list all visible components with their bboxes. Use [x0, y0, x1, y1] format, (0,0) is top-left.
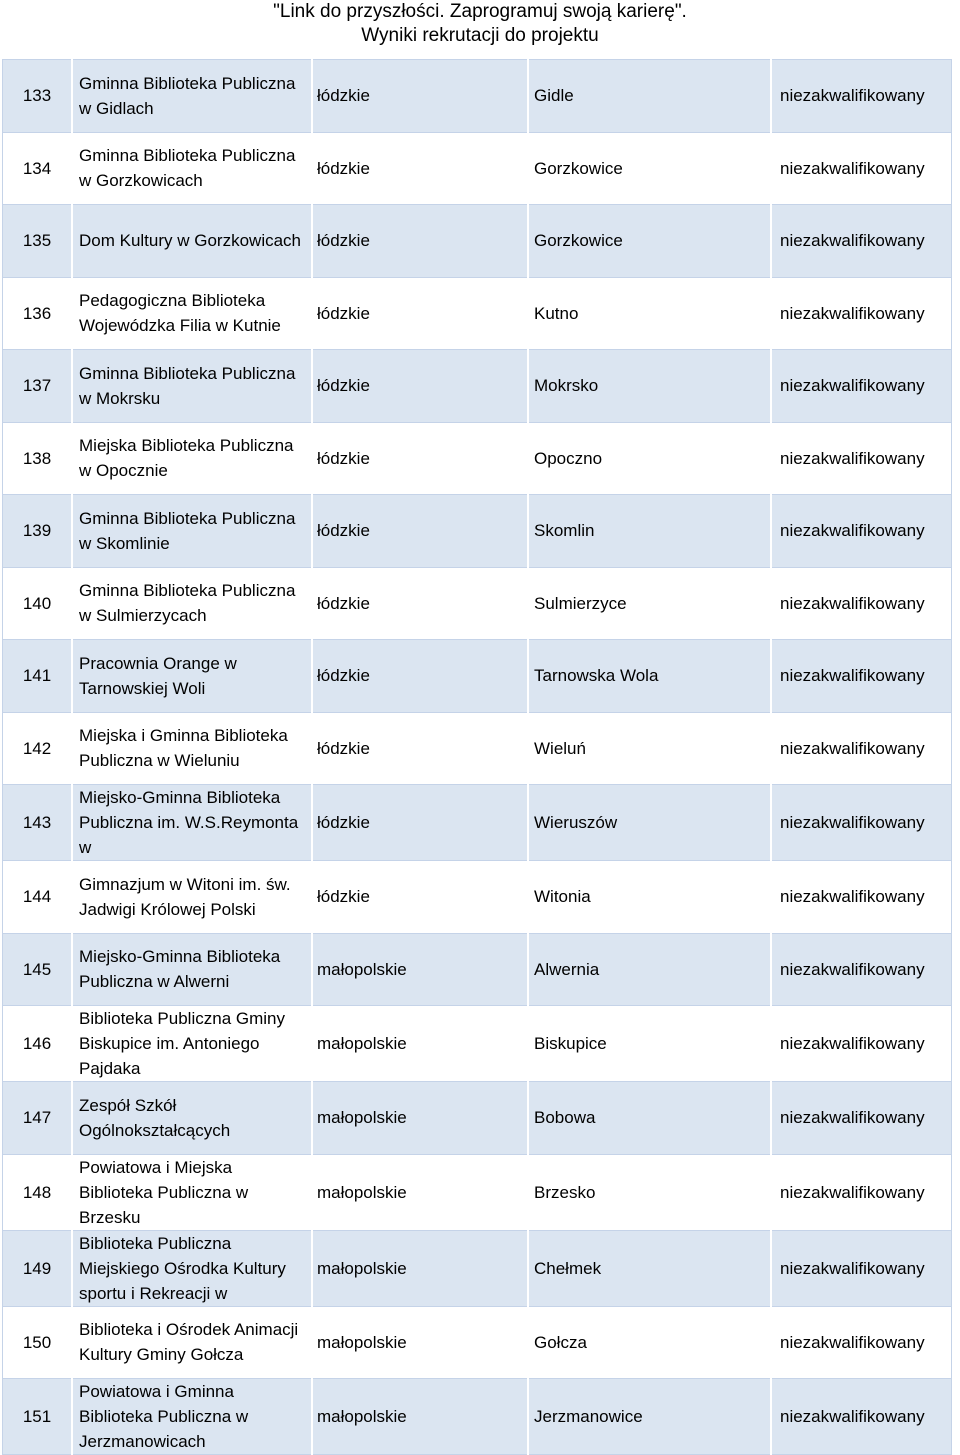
table-row [3, 277, 952, 350]
table-row [3, 422, 952, 495]
row-number: 136 [3, 277, 73, 350]
region-name: łódzkie [312, 350, 528, 423]
qualification-status: niezakwalifikowany [771, 1154, 952, 1230]
institution-name: Miejska i Gminna Biblioteka Publiczna w Wieluniu [72, 712, 312, 785]
region-name: małopolskie [312, 1154, 528, 1230]
region-name: małopolskie [312, 1082, 528, 1155]
region-name: łódzkie [312, 205, 528, 278]
qualification-status: niezakwalifikowany [771, 205, 952, 278]
qualification-status: niezakwalifikowany [771, 785, 952, 861]
city-name: Gorzkowice [528, 132, 771, 205]
table-row [3, 1154, 952, 1230]
qualification-status: niezakwalifikowany [771, 1082, 952, 1155]
city-name: Skomlin [528, 495, 771, 568]
institution-name: Gminna Biblioteka Publiczna w Gidlach [72, 60, 312, 133]
table-row [3, 495, 952, 568]
qualification-status: niezakwalifikowany [771, 933, 952, 1006]
institution-name: Dom Kultury w Gorzkowicach [72, 205, 312, 278]
table-row [3, 1082, 952, 1155]
table-row [3, 567, 952, 640]
region-name: łódzkie [312, 132, 528, 205]
city-name: Sulmierzyce [528, 567, 771, 640]
institution-name: Miejsko-Gminna Biblioteka Publiczna w Alwerni [72, 933, 312, 1006]
region-name: łódzkie [312, 712, 528, 785]
qualification-status: niezakwalifikowany [771, 567, 952, 640]
qualification-status: niezakwalifikowany [771, 132, 952, 205]
institution-name: Zespół Szkół Ogólnokształcących [72, 1082, 312, 1155]
region-name: łódzkie [312, 640, 528, 713]
row-number: 150 [3, 1306, 73, 1379]
table-row [3, 785, 952, 861]
table-row [3, 1006, 952, 1082]
row-number: 137 [3, 350, 73, 423]
institution-name: Pracownia Orange w Tarnowskiej Woli [72, 640, 312, 713]
institution-name: Powiatowa i Gminna Biblioteka Publiczna w Jerzmanowicach [72, 1379, 312, 1455]
row-number: 144 [3, 861, 73, 934]
city-name: Biskupice [528, 1006, 771, 1082]
results-table-container [2, 59, 952, 1455]
region-name: łódzkie [312, 567, 528, 640]
row-number: 142 [3, 712, 73, 785]
row-number: 141 [3, 640, 73, 713]
institution-name: Powiatowa i Miejska Biblioteka Publiczna w Brzesku [72, 1154, 312, 1230]
row-number: 149 [3, 1230, 73, 1306]
region-name: łódzkie [312, 785, 528, 861]
city-name: Bobowa [528, 1082, 771, 1155]
city-name: Gorzkowice [528, 205, 771, 278]
city-name: Witonia [528, 861, 771, 934]
qualification-status: niezakwalifikowany [771, 1006, 952, 1082]
qualification-status: niezakwalifikowany [771, 60, 952, 133]
qualification-status: niezakwalifikowany [771, 1230, 952, 1306]
institution-name: Gminna Biblioteka Publiczna w Sulmierzycach [72, 567, 312, 640]
table-row [3, 205, 952, 278]
table-row [3, 933, 952, 1006]
row-number: 148 [3, 1154, 73, 1230]
row-number: 135 [3, 205, 73, 278]
results-subtitle: Wyniki rekrutacji do projektu [361, 25, 599, 46]
table-row [3, 132, 952, 205]
row-number: 147 [3, 1082, 73, 1155]
city-name: Wieluń [528, 712, 771, 785]
city-name: Chełmek [528, 1230, 771, 1306]
city-name: Tarnowska Wola [528, 640, 771, 713]
project-title: "Link do przyszłości. Zaprogramuj swoją karierę". [273, 1, 687, 22]
region-name: małopolskie [312, 1379, 528, 1455]
row-number: 145 [3, 933, 73, 1006]
row-number: 143 [3, 785, 73, 861]
row-number: 134 [3, 132, 73, 205]
row-number: 140 [3, 567, 73, 640]
row-number: 138 [3, 422, 73, 495]
table-row [3, 712, 952, 785]
institution-name: Gimnazjum w Witoni im. św. Jadwigi Królowej Polski [72, 861, 312, 934]
table-row [3, 1306, 952, 1379]
qualification-status: niezakwalifikowany [771, 712, 952, 785]
institution-name: Miejska Biblioteka Publiczna w Opocznie [72, 422, 312, 495]
institution-name: Gminna Biblioteka Publiczna w Skomlinie [72, 495, 312, 568]
results-table-body [3, 60, 952, 1455]
region-name: łódzkie [312, 422, 528, 495]
row-number: 146 [3, 1006, 73, 1082]
region-name: małopolskie [312, 1006, 528, 1082]
qualification-status: niezakwalifikowany [771, 422, 952, 495]
region-name: łódzkie [312, 277, 528, 350]
city-name: Kutno [528, 277, 771, 350]
city-name: Wieruszów [528, 785, 771, 861]
qualification-status: niezakwalifikowany [771, 1306, 952, 1379]
qualification-status: niezakwalifikowany [771, 640, 952, 713]
table-row [3, 60, 952, 133]
qualification-status: niezakwalifikowany [771, 861, 952, 934]
city-name: Opoczno [528, 422, 771, 495]
qualification-status: niezakwalifikowany [771, 495, 952, 568]
qualification-status: niezakwalifikowany [771, 350, 952, 423]
institution-name: Miejsko-Gminna Biblioteka Publiczna im. W.S.Reymonta w [72, 785, 312, 861]
city-name: Gołcza [528, 1306, 771, 1379]
table-row [3, 350, 952, 423]
city-name: Gidle [528, 60, 771, 133]
row-number: 133 [3, 60, 73, 133]
institution-name: Biblioteka Publiczna Gminy Biskupice im. Antoniego Pajdaka [72, 1006, 312, 1082]
table-row [3, 861, 952, 934]
city-name: Brzesko [528, 1154, 771, 1230]
region-name: łódzkie [312, 861, 528, 934]
region-name: małopolskie [312, 1230, 528, 1306]
institution-name: Gminna Biblioteka Publiczna w Gorzkowicach [72, 132, 312, 205]
document-header [0, 0, 960, 48]
table-row [3, 1230, 952, 1306]
table-row [3, 1379, 952, 1455]
city-name: Jerzmanowice [528, 1379, 771, 1455]
qualification-status: niezakwalifikowany [771, 1379, 952, 1455]
table-row [3, 640, 952, 713]
qualification-status: niezakwalifikowany [771, 277, 952, 350]
institution-name: Gminna Biblioteka Publiczna w Mokrsku [72, 350, 312, 423]
row-number: 151 [3, 1379, 73, 1455]
institution-name: Biblioteka Publiczna Miejskiego Ośrodka Kultury sportu i Rekreacji w [72, 1230, 312, 1306]
institution-name: Biblioteka i Ośrodek Animacji Kultury Gminy Gołcza [72, 1306, 312, 1379]
institution-name: Pedagogiczna Biblioteka Wojewódzka Filia w Kutnie [72, 277, 312, 350]
results-table [2, 59, 952, 1455]
region-name: małopolskie [312, 1306, 528, 1379]
region-name: małopolskie [312, 933, 528, 1006]
city-name: Alwernia [528, 933, 771, 1006]
city-name: Mokrsko [528, 350, 771, 423]
row-number: 139 [3, 495, 73, 568]
region-name: łódzkie [312, 60, 528, 133]
region-name: łódzkie [312, 495, 528, 568]
